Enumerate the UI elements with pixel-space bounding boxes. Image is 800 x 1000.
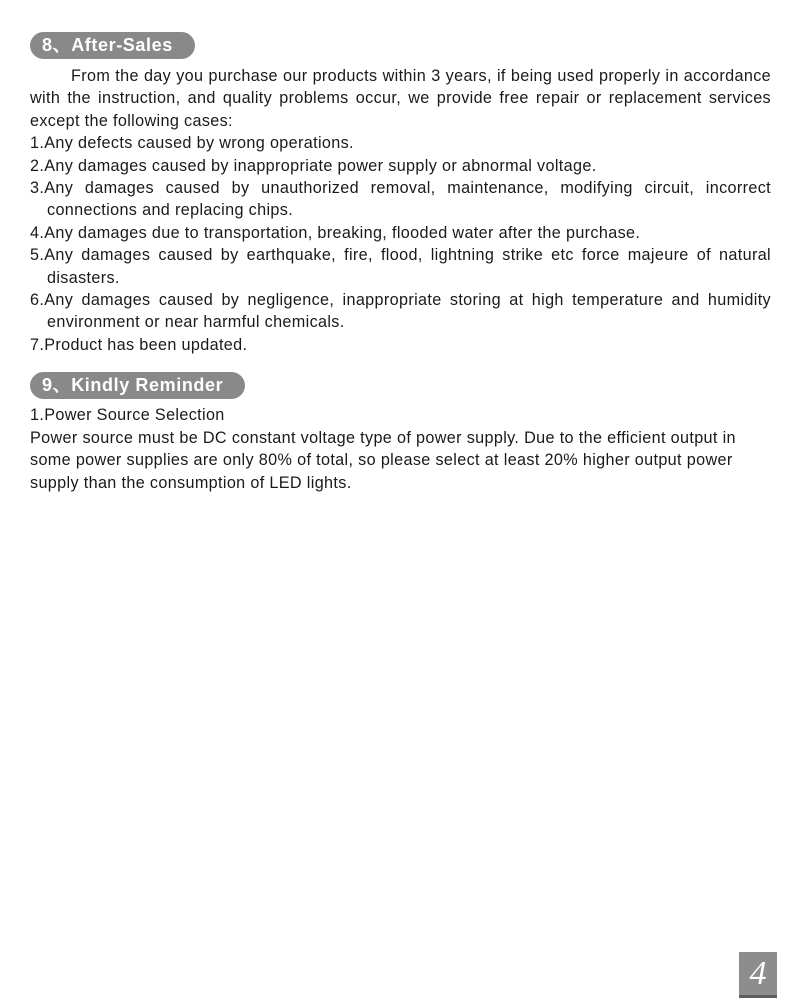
kindly-reminder-section	[30, 372, 771, 494]
list-item: 7.Product has been updated.	[30, 335, 248, 354]
kindly-reminder-heading: 9、Kindly Reminder	[30, 372, 245, 399]
list-item: 2.Any damages caused by inappropriate power supply or abnormal voltage.	[30, 156, 597, 175]
list-item: 4.Any damages due to transportation, breaking, flooded water after the purchase.	[30, 223, 641, 242]
after-sales-heading: 8、After-Sales	[30, 32, 195, 59]
after-sales-intro: From the day you purchase our products within 3 years, if being used properly in accordance with the instruction, and quality problems occur, we provide free repair or replacement services except the following cases:	[30, 67, 771, 130]
power-source-subheading: 1.Power Source Selection	[30, 406, 225, 425]
power-source-paragraph: Power source must be DC constant voltage type of power supply. Due to the efficient output in some power supplies are only 80% of total, so please select at least 20% higher output power supply than the consumption of LED lights.	[30, 428, 736, 492]
list-item: 6.Any damages caused by negligence, inappropriate storing at high temperature and humidity environment or near harmful chemicals.	[30, 291, 771, 332]
list-item: 1.Any defects caused by wrong operations.	[30, 134, 354, 153]
list-item: 3.Any damages caused by unauthorized removal, maintenance, modifying circuit, incorrect connections and replacing chips.	[30, 179, 771, 220]
after-sales-section	[30, 32, 771, 356]
page-number: 4	[739, 952, 777, 998]
list-item: 5.Any damages caused by earthquake, fire, flood, lightning strike etc force majeure of natural disasters.	[30, 246, 771, 287]
after-sales-exclusions-list	[30, 132, 771, 356]
manual-page-content	[30, 32, 771, 494]
